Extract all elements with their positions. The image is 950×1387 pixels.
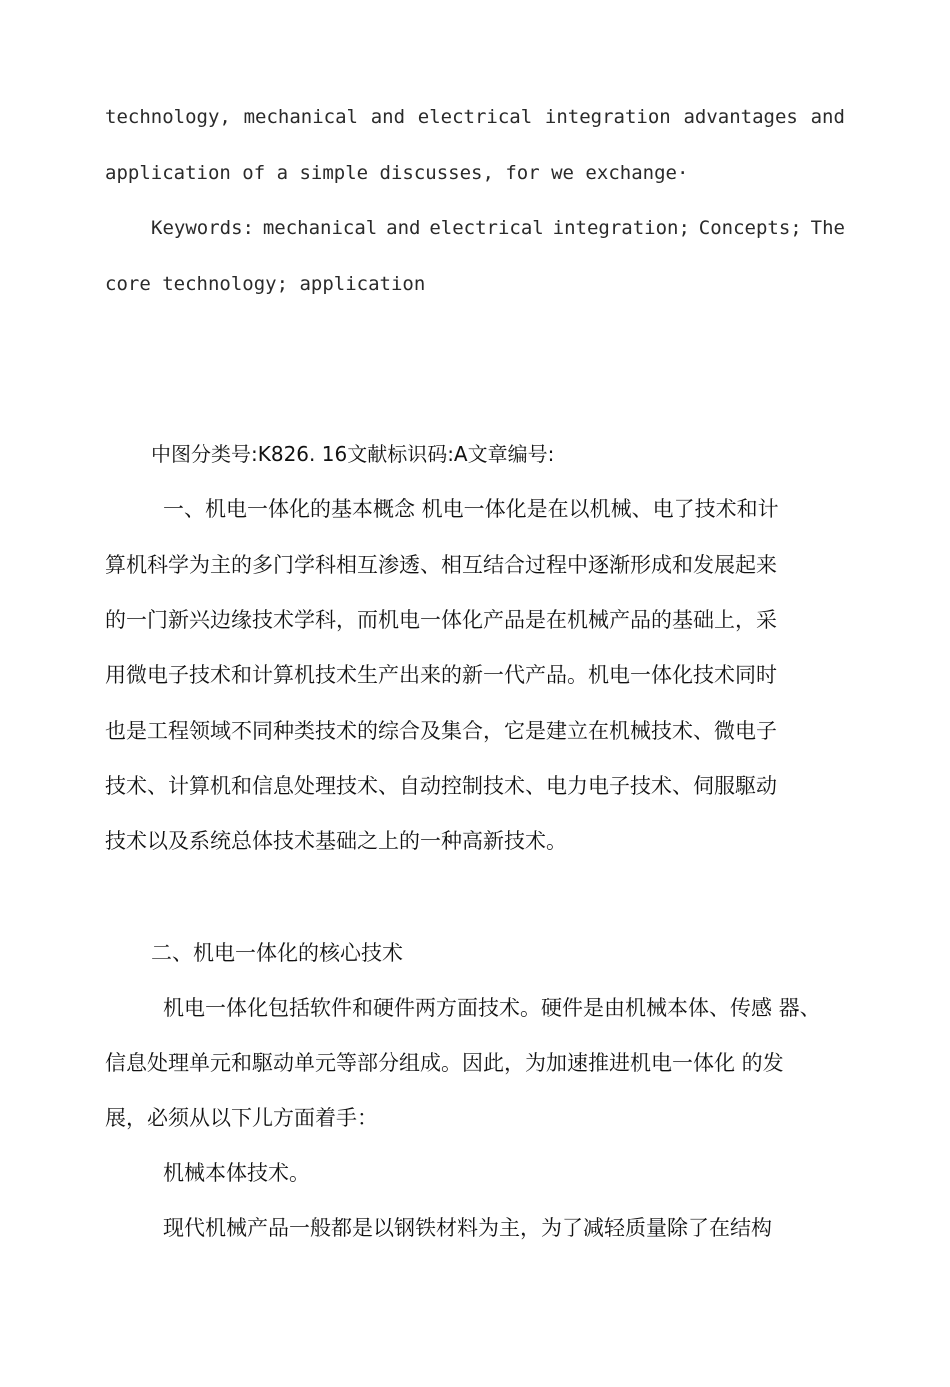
section2-heading: 二、机电一体化的核心技术 (151, 941, 403, 965)
section2-subheading: 机械本体技术。 (163, 1161, 310, 1185)
keywords-line-1 (151, 217, 845, 239)
keywords-line-1-word: mechanical (262, 217, 378, 239)
abstract-line-1-word: mechanical (243, 106, 358, 128)
section1-line-5: 也是工程领域不同种类技术的综合及集合，它是建立在机械技术、微电子 (105, 719, 777, 743)
abstract-line-1 (105, 106, 845, 128)
section1-line-3: 的一门新兴边缘技术学科，而机电一体化产品是在机械产品的基础上，采 (105, 608, 777, 632)
abstract-line-1-word: electrical (417, 106, 533, 128)
keywords-line-1-word: Concepts; (698, 217, 802, 239)
section1-line-4: 用微电子技术和计算机技术生产出来的新一代产品。机电一体化技术同时 (105, 663, 777, 687)
section2-para1-line-2: 信息处理单元和駆动单元等部分组成。因此，为加速推进机电一体化 的发 (105, 1051, 784, 1075)
abstract-line-1-word: advantages (683, 106, 798, 128)
keywords-line-1-word: integration; (552, 217, 690, 239)
keywords-line-1-word: and (386, 217, 421, 239)
section1-line-2: 算机科学为主的多门学科相互渗透、相互结合过程中逐渐形成和发展起来 (105, 553, 777, 577)
section2-para1-line-3: 展，必须从以下儿方面着手： (105, 1106, 378, 1130)
classification-line: 中图分类号:K826. 16文献标识码:A文章编号: (151, 442, 555, 466)
abstract-line-1-word: integration (544, 106, 671, 128)
keywords-line-1-word: The (810, 217, 845, 239)
abstract-line-2: application of a simple discusses, for we exchange· (105, 162, 689, 184)
section2-para1-line-1: 机电一体化包括软件和硬件两方面技术。硬件是由机械本体、传感 器、 (163, 996, 821, 1020)
abstract-line-1-word: and (370, 106, 406, 128)
section1-line-7: 技术以及系统总体技术基础之上的一种高新技术。 (105, 829, 567, 853)
abstract-line-1-word: technology, (105, 106, 231, 128)
keywords-line-1-word: Keywords: (151, 217, 254, 239)
section2-para2-line-1: 现代机械产品一般都是以钢铁材料为主，为了减轻质量除了在结构 (163, 1216, 772, 1240)
keywords-line-2: core technology; application (105, 273, 426, 295)
keywords-line-1-word: electrical (429, 217, 544, 239)
section1-line-6: 技术、计算机和信息处理技术、自动控制技术、电力电子技术、伺服駆动 (105, 774, 777, 798)
section1-line-1: 一、机电一体化的基本概念 机电一体化是在以机械、电了技术和计 (163, 497, 779, 521)
abstract-line-1-word: and (810, 106, 845, 128)
